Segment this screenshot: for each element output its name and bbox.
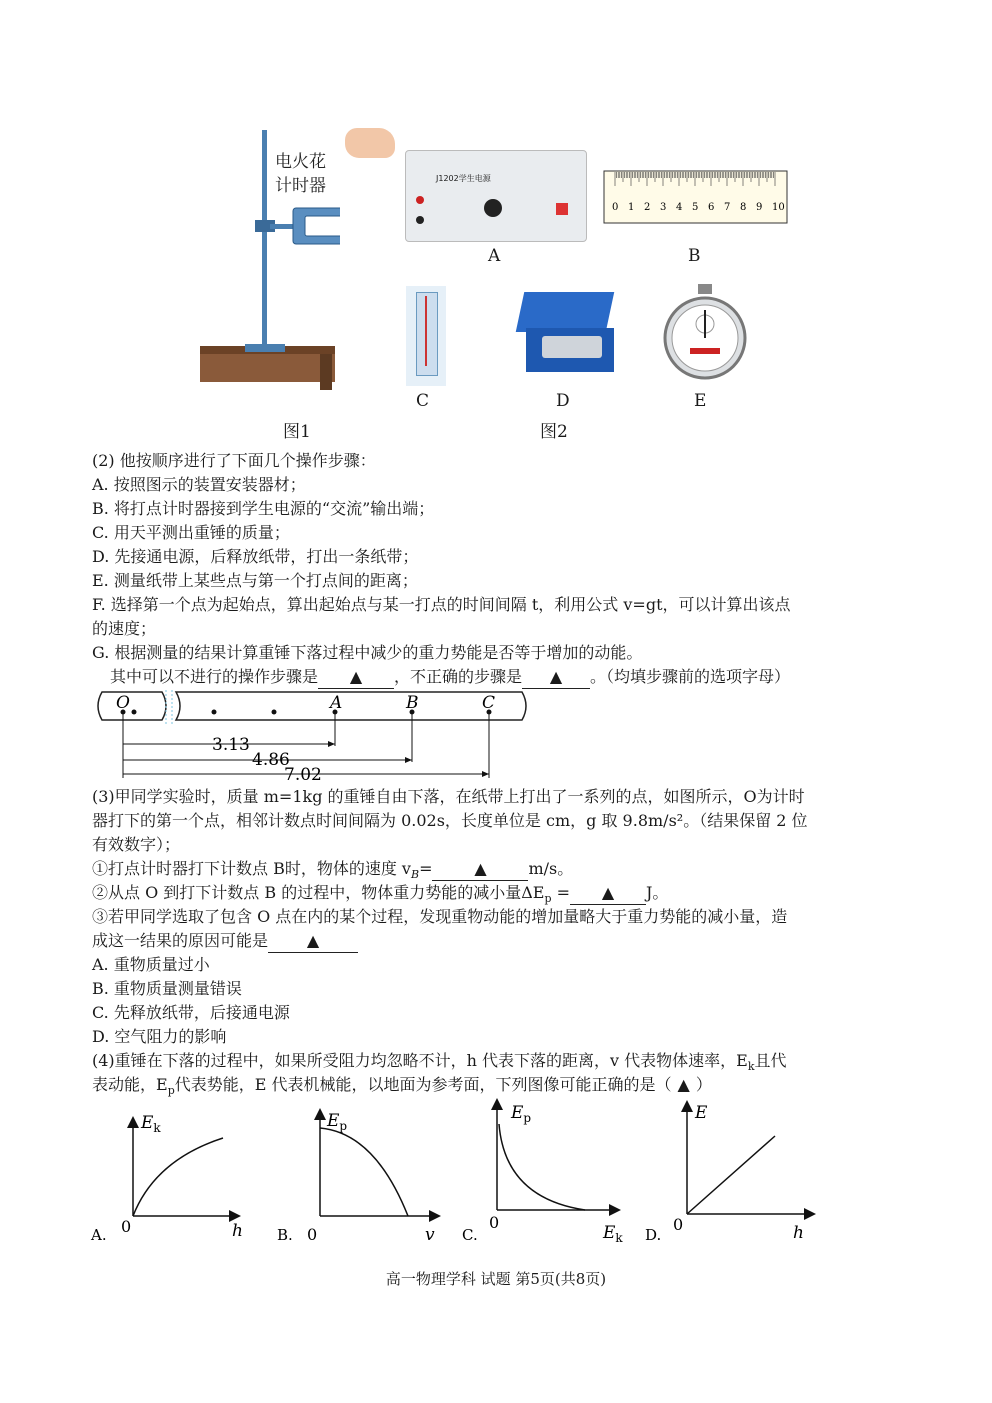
svg-text:Ep: $E_p$ xyxy=(511,1103,532,1125)
timer-label: 电火花 计时器 xyxy=(275,152,326,196)
part3-line1: (3)甲同学实验时，质量 m=1kg 的重锤自由下落，在纸带上打出了一系列的点，如图所示，O为计时 xyxy=(92,787,805,806)
weights-box-image xyxy=(520,292,615,378)
ruler-tick-label: 1 xyxy=(628,202,635,213)
option-d: D. 空气阻力的影响 xyxy=(92,1027,227,1046)
step-f: F. 选择第一个点为起始点，算出起始点与某一打点的时间间隔 t，利用公式 v=gt，可以计算出该点 xyxy=(92,595,791,614)
graph-d[interactable] xyxy=(645,1103,810,1244)
svg-text:h: h xyxy=(793,1223,804,1243)
item-letter-d: D xyxy=(556,391,570,411)
ruler-tick-label: 2 xyxy=(644,202,651,213)
answer-blank-vb[interactable]: ▲ xyxy=(432,858,528,881)
part3-q3-line1: ③若甲同学选取了包含 O 点在内的某个过程，发现重物动能的增加量略大于重力势能的减小量，造 xyxy=(92,907,788,926)
figure1-caption: 图1 xyxy=(283,422,311,442)
ruler-image xyxy=(603,170,788,225)
tape-label-a: A xyxy=(330,693,343,713)
graph-a[interactable] xyxy=(90,1113,243,1244)
part4-line1: (4)重锤在下落的过程中，如果所受阻力均忽略不计，h 代表下落的距离，v 代表物体速率，$E_k$且代 xyxy=(92,1051,787,1074)
stopwatch-image xyxy=(660,282,750,382)
item-letter-b: B xyxy=(688,246,701,266)
hand-icon xyxy=(345,128,395,158)
svg-text:Ek: $E_k$ xyxy=(603,1223,623,1245)
figure2-caption: 图2 xyxy=(540,422,568,442)
graph-b[interactable] xyxy=(277,1111,435,1245)
svg-text:C.: C. xyxy=(462,1226,478,1244)
step-e: E. 测量纸带上某些点与第一个打点间的距离； xyxy=(92,571,418,590)
item-letter-c: C xyxy=(416,391,430,411)
svg-text:E: E xyxy=(695,1103,708,1123)
step-c: C. 用天平测出重锤的质量； xyxy=(92,523,290,542)
ruler-tick-label: 4 xyxy=(676,202,683,213)
item-letter-e: E xyxy=(694,391,707,411)
step-b: B. 将打点计时器接到学生电源的“交流”输出端； xyxy=(92,499,435,518)
distance-oa: 3.13 xyxy=(212,735,250,755)
option-a: A. 重物质量过小 xyxy=(92,955,210,974)
svg-text:0: 0 xyxy=(307,1225,318,1244)
svg-text:D.: D. xyxy=(645,1226,662,1244)
answer-blank-ep[interactable]: ▲ xyxy=(570,882,646,905)
option-c: C. 先释放纸带，后接通电源 xyxy=(92,1003,290,1022)
answer-blank-reason[interactable]: ▲ xyxy=(268,930,358,953)
part3-q3-line2: 成这一结果的原因可能是 ▲ xyxy=(92,930,358,953)
svg-text:A.: A. xyxy=(91,1226,107,1244)
step-a: A. 按照图示的装置安装器材； xyxy=(92,475,306,494)
part3-line2: 器打下的第一个点，相邻计数点时间间隔为 0.02s，长度单位是 cm，g 取 9.8m/s²。（结果保留 2 位 xyxy=(92,811,808,830)
spring-scale-image xyxy=(406,286,446,386)
svg-text:0: 0 xyxy=(489,1213,500,1232)
svg-text:v: v xyxy=(425,1225,435,1245)
part4-line2: 表动能，$E_p$代表势能，E 代表机械能，以地面为参考面，下列图像可能正确的是（ ▲ ） xyxy=(92,1075,712,1098)
tape-label-b: B xyxy=(406,693,419,713)
ruler-tick-label: 6 xyxy=(708,202,715,213)
part3-q2: ②从点 O 到打下计数点 B 的过程中，物体重力势能的减小量$\Delta E_p$ = ▲ J。 xyxy=(92,883,669,906)
graph-options xyxy=(85,1098,825,1248)
ruler-tick-label: 3 xyxy=(660,202,667,213)
power-supply-image: J1202学生电源 xyxy=(405,150,587,242)
distance-ob: 4.86 xyxy=(252,750,290,770)
ruler-tick-label: 9 xyxy=(756,202,763,213)
svg-text:Ek: $E_k$ xyxy=(141,1113,161,1135)
step-d: D. 先接通电源，后释放纸带，打出一条纸带； xyxy=(92,547,419,566)
page-footer: 高一物理学科 试题 第5页(共8页) xyxy=(385,1270,607,1288)
part2-question: 其中可以不进行的操作步骤是 ▲ ，不正确的步骤是 ▲ 。（均填步骤前的选项字母） xyxy=(110,666,790,689)
ruler-tick-label: 8 xyxy=(740,202,747,213)
svg-text:B.: B. xyxy=(277,1226,293,1244)
ruler-tick-label: 0 xyxy=(612,202,619,213)
answer-blank-skip[interactable]: ▲ xyxy=(318,666,394,689)
ruler-tick-label: 5 xyxy=(692,202,699,213)
distance-oc: 7.02 xyxy=(284,765,322,784)
step-f-cont: 的速度； xyxy=(92,619,157,638)
step-g: G. 根据测量的结果计算重锤下落过程中减少的重力势能是否等于增加的动能。 xyxy=(92,643,643,662)
answer-blank-wrong[interactable]: ▲ xyxy=(522,666,590,689)
ruler-tick-label: 10 xyxy=(772,202,785,213)
svg-text:0: 0 xyxy=(673,1215,684,1234)
ruler-tick-label: 7 xyxy=(724,202,731,213)
paper-tape-figure xyxy=(92,688,532,784)
option-b: B. 重物质量测量错误 xyxy=(92,979,242,998)
part3-q1: ①打点计时器打下计数点 B时，物体的速度 $v_B=$ ▲ m/s。 xyxy=(92,859,574,882)
tape-label-o: O xyxy=(116,693,130,713)
svg-text:0: 0 xyxy=(121,1217,132,1236)
svg-text:h: h xyxy=(232,1221,243,1241)
part3-line3: 有效数字）； xyxy=(92,835,181,854)
svg-text:Ep: $E_p$ xyxy=(327,1111,348,1133)
part2-intro: (2) 他按顺序进行了下面几个操作步骤： xyxy=(92,451,376,470)
graph-c[interactable] xyxy=(462,1103,623,1245)
tape-label-c: C xyxy=(482,693,496,713)
item-letter-a: A xyxy=(488,246,501,266)
